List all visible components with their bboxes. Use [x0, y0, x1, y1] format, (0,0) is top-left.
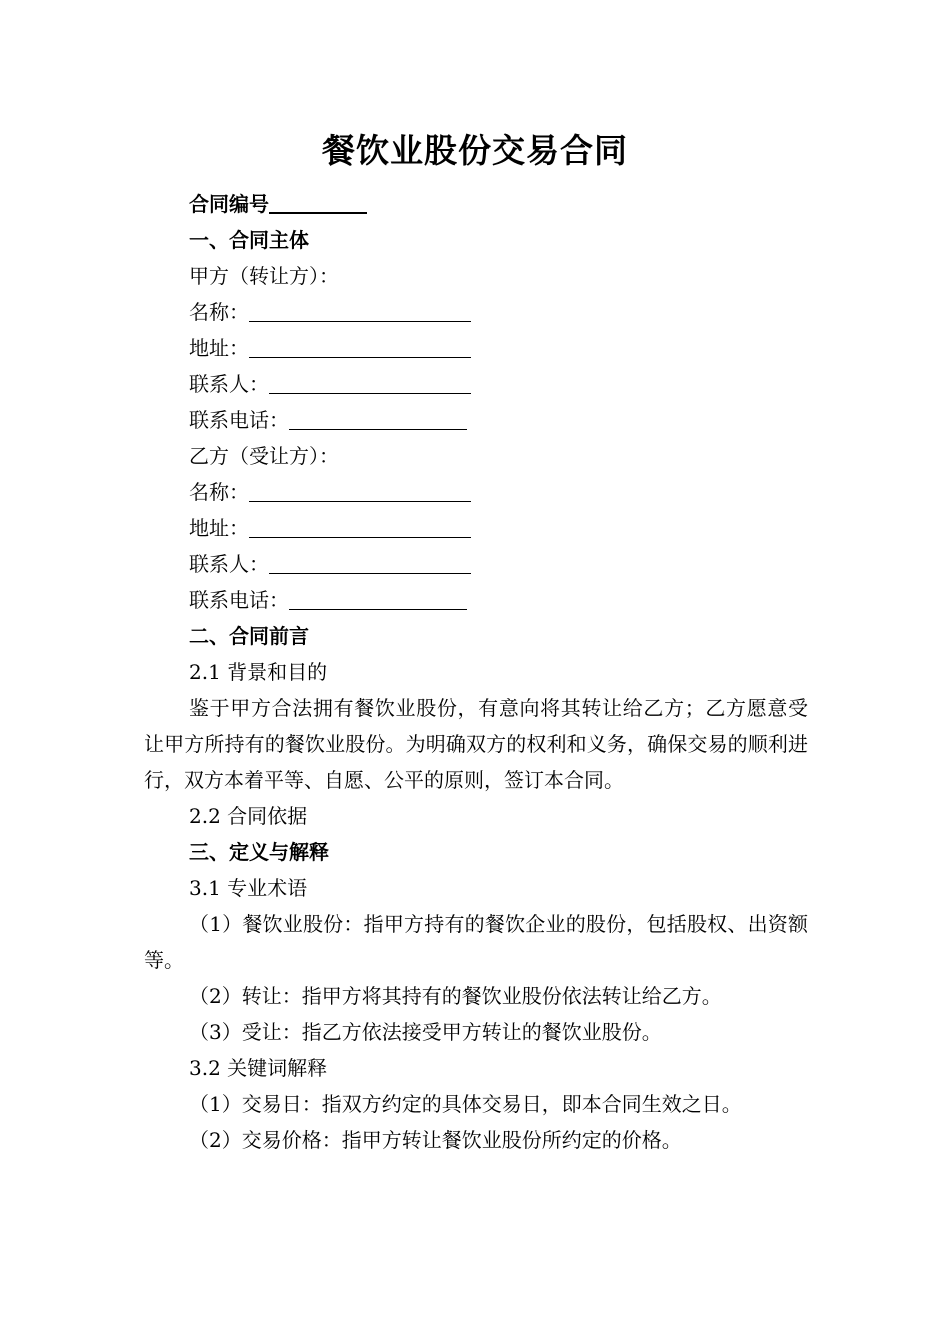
document-body: [144, 186, 808, 1158]
party-b-name-blank[interactable]: [249, 481, 471, 499]
party-a-phone-label: 联系电话：: [189, 408, 289, 432]
party-a-heading: 甲方（转让方）：: [189, 264, 339, 288]
party-a-address-label: 地址：: [189, 336, 249, 360]
clause-2-1-title: 2.1 背景和目的: [189, 660, 328, 684]
contract-number-blank[interactable]: [269, 193, 367, 211]
keyword-2-text: （2）交易价格：指甲方转让餐饮业股份所约定的价格。: [189, 1128, 682, 1152]
party-b-heading: 乙方（受让方）：: [189, 444, 339, 468]
clause-2-1-text: 鉴于甲方合法拥有餐饮业股份，有意向将其转让给乙方；乙方愿意受让甲方所持有的餐饮业股份。为明确双方的权利和义务，确保交易的顺利进行，双方本着平等、自愿、公平的原则，签订本合同。: [144, 696, 808, 792]
party-b-contact-blank[interactable]: [269, 553, 471, 571]
party-a-name-blank[interactable]: [249, 301, 471, 319]
section-heading-parties: 一、合同主体: [189, 228, 309, 252]
section-heading-definitions: 三、定义与解释: [189, 840, 329, 864]
party-b-address-blank[interactable]: [249, 517, 471, 535]
party-a-address-row: [144, 330, 808, 366]
party-a-contact-label: 联系人：: [189, 372, 269, 396]
party-a-address-blank[interactable]: [249, 337, 471, 355]
party-b-phone-blank[interactable]: [289, 589, 467, 607]
party-a-contact-blank[interactable]: [269, 373, 471, 391]
party-a-name-row: [144, 294, 808, 330]
section-heading-preamble: 二、合同前言: [189, 624, 309, 648]
party-b-name-row: [144, 474, 808, 510]
party-b-phone-row: [144, 582, 808, 618]
party-b-contact-row: [144, 546, 808, 582]
contract-number-label: 合同编号: [189, 192, 269, 216]
party-a-contact-row: [144, 366, 808, 402]
term-3-text: （3）受让：指乙方依法接受甲方转让的餐饮业股份。: [189, 1020, 662, 1044]
party-b-contact-label: 联系人：: [189, 552, 269, 576]
party-b-name-label: 名称：: [189, 480, 249, 504]
document-title: 餐饮业股份交易合同: [322, 131, 628, 170]
party-b-phone-label: 联系电话：: [189, 588, 289, 612]
clause-3-2-title: 3.2 关键词解释: [189, 1056, 328, 1080]
party-a-phone-blank[interactable]: [289, 409, 467, 427]
clause-2-2-title: 2.2 合同依据: [189, 804, 308, 828]
party-a-name-label: 名称：: [189, 300, 249, 324]
term-2-text: （2）转让：指甲方将其持有的餐饮业股份依法转让给乙方。: [189, 984, 722, 1008]
term-1-text: （1）餐饮业股份：指甲方持有的餐饮企业的股份，包括股权、出资额等。: [144, 912, 808, 972]
clause-3-1-title: 3.1 专业术语: [189, 876, 308, 900]
contract-number-row: [144, 186, 808, 222]
party-b-address-label: 地址：: [189, 516, 249, 540]
keyword-1-text: （1）交易日：指双方约定的具体交易日，即本合同生效之日。: [189, 1092, 742, 1116]
party-a-phone-row: [144, 402, 808, 438]
party-b-address-row: [144, 510, 808, 546]
